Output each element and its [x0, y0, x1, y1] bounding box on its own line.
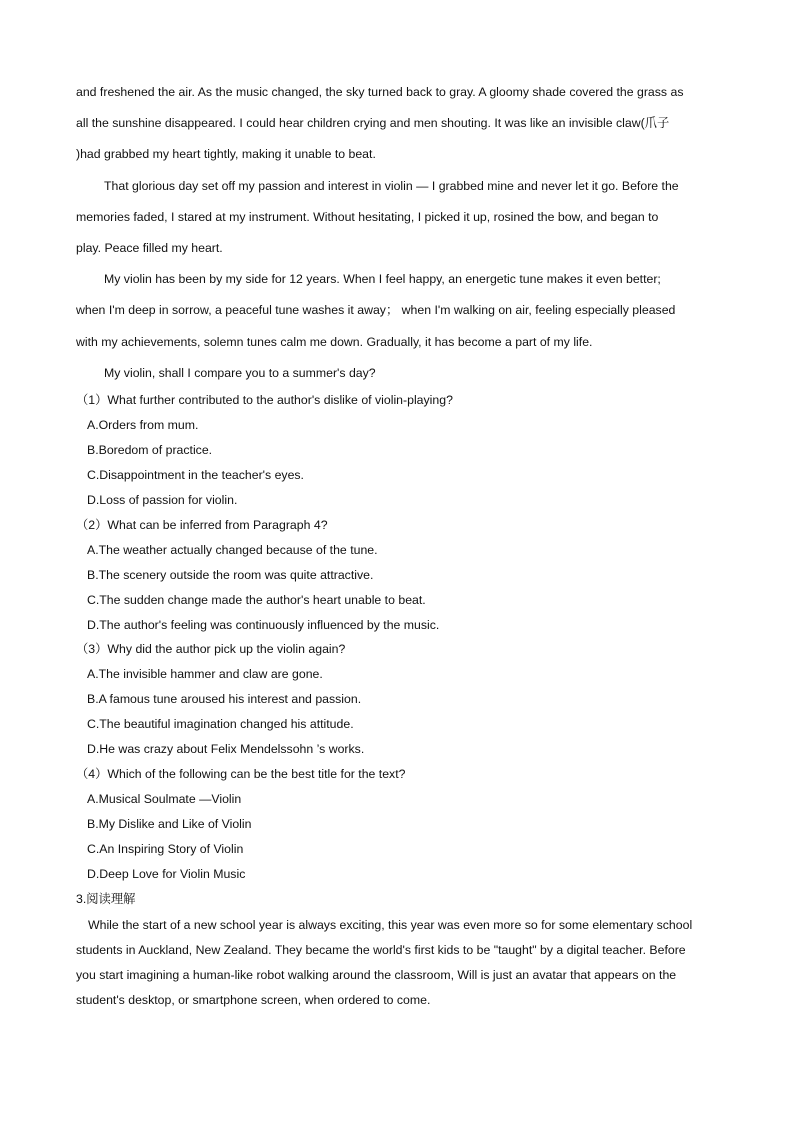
passage-line: when I'm deep in sorrow, a peaceful tune washes it away； when I'm walking on air, feeling especially pleased	[76, 303, 676, 317]
question-stem: （1）What further contributed to the author's dislike of violin-playing?	[76, 393, 453, 407]
question-stem: （2）What can be inferred from Paragraph 4?	[76, 518, 328, 532]
passage-line: My violin, shall I compare you to a summer's day?	[104, 366, 376, 380]
passage-line: )had grabbed my heart tightly, making it unable to beat.	[76, 147, 376, 161]
passage-line: students in Auckland, New Zealand. They became the world's first kids to be "taught" by a digital teacher. Before	[76, 943, 686, 957]
passage-line: memories faded, I stared at my instrument. Without hesitating, I picked it up, rosined the bow, and began to	[76, 210, 659, 224]
answer-option: C.The sudden change made the author's heart unable to beat.	[87, 593, 426, 607]
question-stem: （3）Why did the author pick up the violin again?	[76, 642, 346, 656]
answer-option: C.An Inspiring Story of Violin	[87, 842, 244, 856]
answer-option: B.My Dislike and Like of Violin	[87, 817, 252, 831]
answer-option: B.The scenery outside the room was quite attractive.	[87, 568, 374, 582]
passage-line: My violin has been by my side for 12 years. When I feel happy, an energetic tune makes it even better;	[104, 272, 661, 286]
answer-option: D.The author's feeling was continuously influenced by the music.	[87, 618, 440, 632]
passage-line: and freshened the air. As the music changed, the sky turned back to gray. A gloomy shade covered the grass as	[76, 85, 684, 99]
passage-line: student's desktop, or smartphone screen, when ordered to come.	[76, 993, 431, 1007]
passage-line: That glorious day set off my passion and interest in violin — I grabbed mine and never let it go. Before the	[104, 179, 679, 193]
answer-option: D.Loss of passion for violin.	[87, 493, 238, 507]
passage-line: play. Peace filled my heart.	[76, 241, 223, 255]
answer-option: A.The weather actually changed because of the tune.	[87, 543, 378, 557]
passage-line: with my achievements, solemn tunes calm me down. Gradually, it has become a part of my life.	[76, 335, 593, 349]
answer-option: B.A famous tune aroused his interest and passion.	[87, 692, 362, 706]
answer-option: A.Orders from mum.	[87, 418, 199, 432]
passage-line: you start imagining a human-like robot walking around the classroom, Will is just an avatar that appears on the	[76, 968, 677, 982]
answer-option: D.Deep Love for Violin Music	[87, 867, 246, 881]
answer-option: A.Musical Soulmate —Violin	[87, 792, 242, 806]
section-heading: 3.阅读理解	[76, 892, 136, 906]
passage-line: all the sunshine disappeared. I could hear children crying and men shouting. It was like an invisible claw(爪子	[76, 116, 670, 130]
passage-line: While the start of a new school year is always exciting, this year was even more so for some elementary school	[88, 918, 693, 932]
answer-option: A.The invisible hammer and claw are gone.	[87, 667, 323, 681]
answer-option: C.Disappointment in the teacher's eyes.	[87, 468, 304, 482]
question-stem: （4）Which of the following can be the best title for the text?	[76, 767, 406, 781]
answer-option: D.He was crazy about Felix Mendelssohn ’s works.	[87, 742, 365, 756]
answer-option: B.Boredom of practice.	[87, 443, 213, 457]
answer-option: C.The beautiful imagination changed his attitude.	[87, 717, 354, 731]
